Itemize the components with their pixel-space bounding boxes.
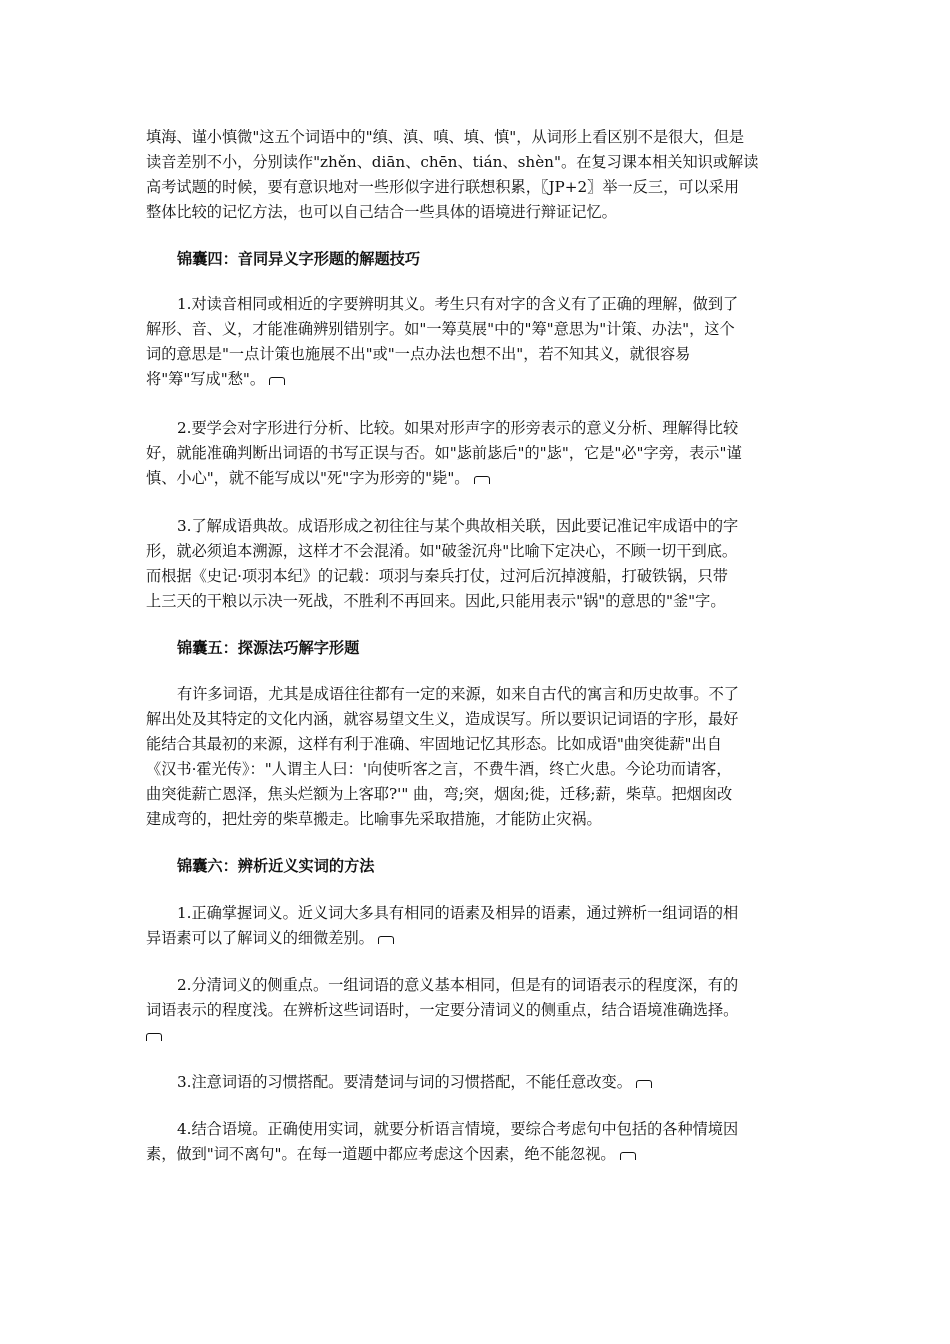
section6-p1-line-1: 1.正确掌握词义。近义词大多具有相同的语素及相异的语素，通过辨析一组词语的相 <box>177 904 739 922</box>
intro-line-4: 整体比较的记忆方法，也可以自己结合一些具体的语境进行辩证记忆。 <box>146 203 617 221</box>
section4-p2-line-3: 慎、小心"，就不能写成以"死"字为形旁的"毙"。 <box>146 469 470 487</box>
intro-line-2: 读音差别不小，分别读作"zhěn、diān、chēn、tián、shèn"。在复习课本相关知识或解读 <box>146 153 759 171</box>
section6-p2-line-2: 词语表示的程度浅。在辨析这些词语时，一定要分清词义的侧重点，结合语境准确选择。 <box>146 1001 739 1019</box>
section4-p1-line-2: 解形、音、义，才能准确辨别错别字。如"一筹莫展"中的"筹"意思为"计策、办法"，这个 <box>146 320 735 338</box>
section4-paragraph-1 <box>146 292 808 392</box>
section4-p3-line-1: 3.了解成语典故。成语形成之初往往与某个典故相关联，因此要记准记牢成语中的字 <box>177 517 739 535</box>
section4-paragraph-2 <box>146 416 808 491</box>
paragraph-mark-icon <box>474 476 490 484</box>
paragraph-mark-icon <box>636 1080 652 1088</box>
section5-p1-line-6: 建成弯的，把灶旁的柴草搬走。比喻事先采取措施，才能防止灾祸。 <box>146 810 602 828</box>
section5-p1-line-3: 能结合其最初的来源，这样有利于准确、牢固地记忆其形态。比如成语"曲突徙薪"出自 <box>146 735 722 753</box>
section4-p3-line-3: 而根据《史记·项羽本纪》的记载：项羽与秦兵打仗，过河后沉掉渡船，打破铁锅，只带 <box>146 567 728 585</box>
section6-paragraph-3 <box>146 1070 808 1095</box>
paragraph-mark-icon <box>146 1033 162 1041</box>
section4-paragraph-3 <box>146 514 808 614</box>
section6-p4-line-1: 4.结合语境。正确使用实词，就要分析语言情境，要综合考虑句中包括的各种情境因 <box>177 1120 739 1138</box>
section4-p1-line-3: 词的意思是"一点计策也施展不出"或"一点办法也想不出"，若不知其义，就很容易 <box>146 345 691 363</box>
section6-paragraph-4 <box>146 1117 808 1167</box>
section6-paragraph-2 <box>146 973 808 1048</box>
paragraph-mark-icon <box>269 377 285 385</box>
section5-heading: 锦囊五：探源法巧解字形题 <box>177 639 360 657</box>
section4-p2-line-1: 2.要学会对字形进行分析、比较。如果对形声字的形旁表示的意义分析、理解得比较 <box>177 419 739 437</box>
section5-p1-line-4: 《汉书·霍光传》："人谓主人曰：'向使听客之言，不费牛酒，终亡火患。今论功而请客， <box>146 760 732 778</box>
intro-line-3: 高考试题的时候，要有意识地对一些形似字进行联想积累，〖JP+2〗举一反三，可以采用 <box>146 178 740 196</box>
section4-p1-line-4: 将"筹"写成"愁"。 <box>146 370 266 388</box>
section6-heading: 锦囊六：辨析近义实词的方法 <box>177 857 375 875</box>
intro-line-1: 填海、谨小慎微"这五个词语中的"缜、滇、嗔、填、慎"，从词形上看区别不是很大，但是 <box>146 128 745 146</box>
section4-p2-line-2: 好，就能准确判断出词语的书写正误与否。如"毖前毖后"的"毖"，它是"必"字旁，表示"谨 <box>146 444 742 462</box>
section5-p1-line-2: 解出处及其特定的文化内涵，就容易望文生义，造成误写。所以要识记词语的字形，最好 <box>146 710 739 728</box>
section5-paragraph-1 <box>146 682 808 832</box>
paragraph-mark-icon <box>620 1152 636 1160</box>
section5-p1-line-1: 有许多词语，尤其是成语往往都有一定的来源，如来自古代的寓言和历史故事。不了 <box>177 685 739 703</box>
section6-p4-line-2: 素，做到"词不离句"。在每一道题中都应考虑这个因素，绝不能忽视。 <box>146 1145 616 1163</box>
section6-p1-line-2: 异语素可以了解词义的细微差别。 <box>146 929 374 947</box>
intro-paragraph <box>146 125 808 225</box>
section4-p1-line-1: 1.对读音相同或相近的字要辨明其义。考生只有对字的含义有了正确的理解，做到了 <box>177 295 739 313</box>
section4-p3-line-4: 上三天的干粮以示决一死战，不胜利不再回来。因此,只能用表示"锅"的意思的"釜"字。 <box>146 592 726 610</box>
section5-p1-line-5: 曲突徙薪亡恩泽，焦头烂额为上客耶?'" 曲，弯;突，烟囱;徙，迁移;薪，柴草。把烟囱改 <box>146 785 733 803</box>
section6-p2-line-1: 2.分清词义的侧重点。一组词语的意义基本相同，但是有的词语表示的程度深，有的 <box>177 976 739 994</box>
section6-p3-line-1: 3.注意词语的习惯搭配。要清楚词与词的习惯搭配，不能任意改变。 <box>177 1073 632 1091</box>
section6-paragraph-1 <box>146 901 808 951</box>
paragraph-mark-icon <box>378 936 394 944</box>
section4-p3-line-2: 形，就必须追本溯源，这样才不会混淆。如"破釜沉舟"比喻下定决心，不顾一切干到底。 <box>146 542 738 560</box>
section4-heading: 锦囊四：音同异义字形题的解题技巧 <box>177 250 420 268</box>
